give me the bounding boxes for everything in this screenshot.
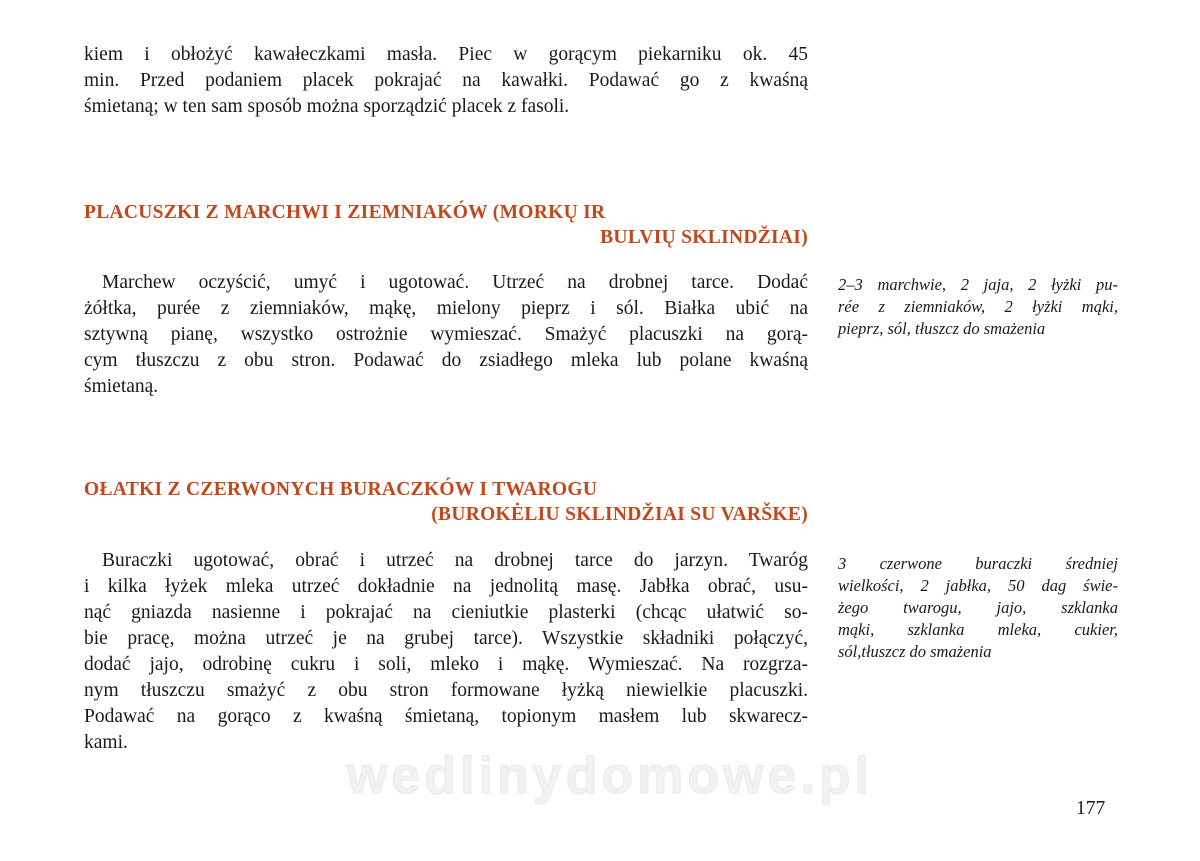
recipe2-ingredients-line: mąki, szklanka mleka, cukier, xyxy=(838,620,1118,639)
recipe1-body-line: Marchew oczyścić, umyć i ugotować. Utrzeć na drobnej tarce. Dodać xyxy=(102,272,808,293)
recipe2-body-line: nąć gniazda nasienne i pokrajać na cieniutkie plasterki (chcąc ułatwić so- xyxy=(84,602,808,623)
recipe2-ingredients-line: wielkości, 2 jabłka, 50 dag świe- xyxy=(838,576,1118,595)
recipe2-body-line: kami. xyxy=(84,732,128,753)
recipe2-body-line: Podawać na gorąco z kwaśną śmietaną, topionym masłem lub skwarecz- xyxy=(84,706,808,727)
recipe1-ingredients xyxy=(838,274,1118,340)
recipe2-body-line: i kilka łyżek mleka utrzeć dokładnie na jednolitą masę. Jabłka obrać, usu- xyxy=(84,576,808,597)
recipe1-title-line2: BULVIŲ SKLINDŽIAI) xyxy=(600,227,808,248)
watermark: wedlinydomowe.pl xyxy=(346,747,874,805)
recipe2-body xyxy=(84,548,808,756)
intro-line: śmietaną; w ten sam sposób można sporządzić placek z fasoli. xyxy=(84,96,570,117)
recipe2-ingredients-line: 3 czerwone buraczki średniej xyxy=(838,554,1118,573)
recipe2-body-line: nym tłuszczu smażyć z obu stron formowane łyżką niewielkie placuszki. xyxy=(84,680,808,701)
intro-line: min. Przed podaniem placek pokrajać na kawałki. Podawać go z kwaśną xyxy=(84,70,808,91)
recipe1-ingredients-line: rée z ziemniaków, 2 łyżki mąki, xyxy=(838,297,1118,316)
page-number: 177 xyxy=(1076,798,1106,819)
recipe2-body-line: bie pracę, można utrzeć je na grubej tarce). Wszystkie składniki połączyć, xyxy=(84,628,808,649)
recipe1-body-line: śmietaną. xyxy=(84,376,159,397)
recipe2-ingredients xyxy=(838,553,1118,663)
recipe2-ingredients-line: żego twarogu, jajo, szklanka xyxy=(838,598,1118,617)
recipe2-body-line: Buraczki ugotować, obrać i utrzeć na drobnej tarce do jarzyn. Twaróg xyxy=(102,550,808,571)
recipe1-title xyxy=(84,200,808,250)
recipe1-ingredients-line: 2–3 marchwie, 2 jaja, 2 łyżki pu- xyxy=(838,275,1118,294)
recipe2-title-line1: OŁATKI Z CZERWONYCH BURACZKÓW I TWAROGU xyxy=(84,479,598,500)
recipe1-body xyxy=(84,270,808,400)
recipe2-title-line2: (BUROKĖLIU SKLINDŽIAI SU VARŠKE) xyxy=(431,504,808,525)
recipe2-body-line: dodać jajo, odrobinę cukru i soli, mleko i mąkę. Wymieszać. Na rozgrza- xyxy=(84,654,808,675)
recipe1-title-line1: PLACUSZKI Z MARCHWI I ZIEMNIAKÓW (MORKŲ IR xyxy=(84,202,606,223)
recipe1-body-line: żółtka, purée z ziemniaków, mąkę, mielony pieprz i sól. Białka ubić na xyxy=(84,298,808,319)
recipe2-ingredients-line: sól,tłuszcz do smażenia xyxy=(838,642,992,661)
recipe1-ingredients-line: pieprz, sól, tłuszcz do smażenia xyxy=(838,319,1046,338)
recipe2-title xyxy=(84,477,808,527)
intro-line: kiem i obłożyć kawałeczkami masła. Piec w gorącym piekarniku ok. 45 xyxy=(84,44,808,65)
recipe1-body-line: cym tłuszczu z obu stron. Podawać do zsiadłego mleka lub polane kwaśną xyxy=(84,350,808,371)
recipe1-body-line: sztywną pianę, wszystko ostrożnie wymieszać. Smażyć placuszki na gorą- xyxy=(84,324,808,345)
intro-paragraph xyxy=(84,42,808,120)
